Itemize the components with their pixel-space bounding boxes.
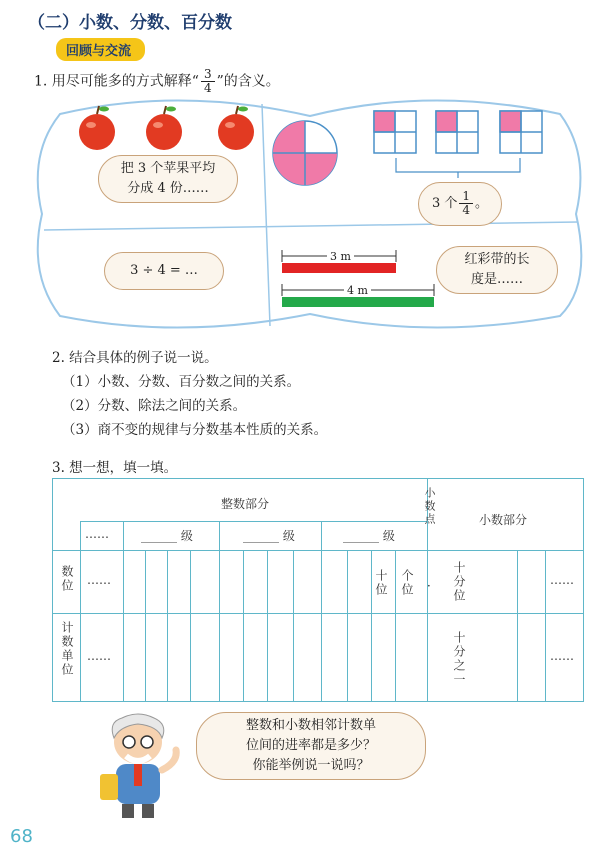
division-bubble-text: 3 ÷ 4 = …: [130, 263, 198, 278]
q3-title: 3. 想一想，填一填。: [52, 460, 178, 476]
apple-icon: [146, 106, 182, 150]
apple-bubble-line1: 把 3 个苹果平均: [120, 161, 216, 176]
q1-suffix: ”的含义。: [216, 73, 280, 90]
decimal-part-header: 小数部分: [479, 513, 528, 527]
row1-ellipsis-right: ……: [550, 573, 574, 587]
teacher-bubble-line1: 整数和小数相邻计数单: [245, 718, 376, 733]
q1-prefix: 1. 用尽可能多的方式解释“: [34, 73, 199, 90]
col-divider: [545, 550, 546, 701]
apple-bubble-line2: 分成 4 份……: [127, 181, 209, 196]
fraction-1-4: $\frac{1}{4}$: [459, 190, 473, 217]
quarter-square-icon: [436, 111, 478, 153]
apple-thought-bubble: [98, 155, 238, 203]
level-blank-3[interactable]: ______ 级: [343, 529, 395, 543]
division-thought-bubble: [104, 252, 224, 290]
green-ribbon: [282, 297, 434, 307]
red-ribbon: [282, 263, 396, 273]
ribbon-label-green: 4 m: [344, 284, 371, 297]
ribbon-thought-bubble: [436, 246, 558, 294]
col-divider: [395, 550, 396, 701]
col-divider: [371, 550, 372, 701]
col-divider: [190, 550, 191, 701]
quarter-square-icon: [500, 111, 542, 153]
cell-decimal-dot: ．: [427, 575, 440, 589]
apple-icon: [218, 106, 254, 150]
cell-one-tenth: 十分之一: [452, 631, 466, 687]
col-divider: [293, 550, 294, 701]
decimal-point-header: 小数点: [423, 487, 436, 526]
col-divider: [517, 550, 518, 701]
col-divider: [145, 550, 146, 701]
ribbon-label-red: 3 m: [327, 250, 354, 263]
header-divider: [80, 521, 427, 522]
col-divider: [167, 550, 168, 701]
teacher-character-icon: [92, 712, 188, 822]
frame-divider-v: [262, 104, 270, 326]
level-blank-2[interactable]: ______ 级: [243, 529, 295, 543]
row1-ellipsis-left: ……: [87, 573, 111, 587]
table-row-divider: [53, 613, 583, 614]
row2-ellipsis-left: ……: [87, 649, 111, 663]
row2-ellipsis-right: ……: [550, 649, 574, 663]
q2-item-3: （3）商不变的规律与分数基本性质的关系。: [62, 422, 328, 438]
col-divider: [219, 521, 220, 701]
row-label-counting-unit: 计数单位: [60, 621, 74, 677]
integer-part-header: 整数部分: [221, 497, 270, 511]
teacher-bubble-line3: 你能举例说一说吗？: [252, 758, 370, 773]
teacher-bubble-line2: 位间的进率都是多少？: [245, 738, 376, 753]
q2-title: 2. 结合具体的例子说一说。: [52, 350, 218, 366]
quarter-pie-icon: [273, 121, 337, 185]
q1-illustration: [30, 94, 590, 334]
cell-tenths: 十分位: [452, 561, 466, 603]
quarter-thought-bubble: [418, 182, 502, 226]
col-divider: [123, 521, 124, 701]
table-row-divider: [53, 550, 583, 551]
frame-divider-h: [44, 222, 578, 230]
level-blank-1[interactable]: ______ 级: [141, 529, 193, 543]
q2-item-1: （1）小数、分数、百分数之间的关系。: [62, 374, 301, 390]
place-value-table: [52, 478, 584, 702]
page-number: 68: [10, 826, 33, 847]
cell-ones: 个位: [400, 569, 414, 597]
col-divider: [321, 521, 322, 701]
question-1: [34, 68, 280, 95]
apple-icon: [79, 106, 115, 150]
quarter-square-icon: [374, 111, 416, 153]
col-divider: [267, 550, 268, 701]
col-divider: [243, 550, 244, 701]
teacher-speech-bubble: [196, 712, 426, 780]
review-tag: 回顾与交流: [56, 38, 145, 61]
label-col-divider: [80, 521, 81, 701]
ribbon-bubble-line1: 红彩带的长: [464, 252, 530, 267]
quarter-bubble-suffix: 。: [475, 196, 489, 211]
cell-tens: 十位: [374, 569, 388, 597]
header-ellipsis: ……: [85, 527, 109, 541]
row-label-digit-place: 数位: [60, 565, 74, 593]
bracket-line: [396, 158, 520, 178]
col-divider: [347, 550, 348, 701]
q2-item-2: （2）分数、除法之间的关系。: [62, 398, 247, 414]
section-heading: （二）小数、分数、百分数: [28, 13, 232, 33]
ribbon-bubble-line2: 度是……: [470, 272, 523, 287]
quarter-bubble-prefix: 3 个: [431, 196, 458, 211]
fraction-3-4: $\frac{3}{4}$: [201, 68, 215, 95]
question-2: [52, 346, 327, 442]
